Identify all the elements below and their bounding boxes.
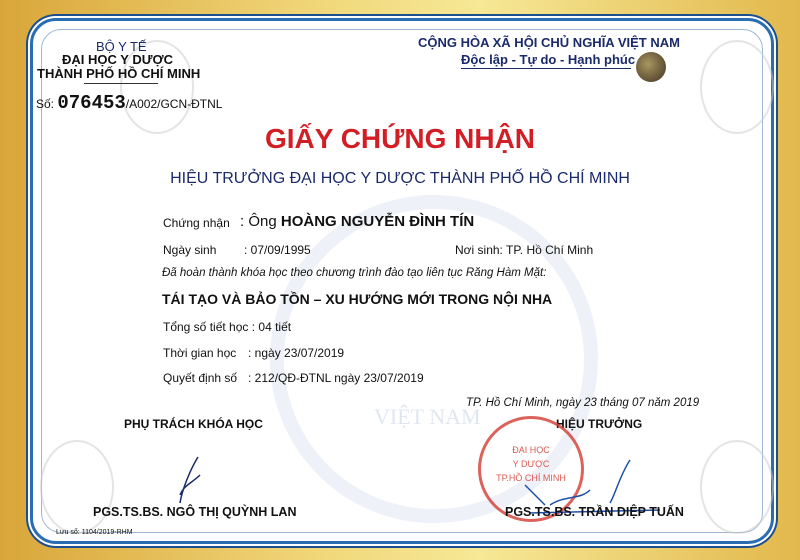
university-line2: THÀNH PHỐ HỒ CHÍ MINH — [37, 66, 201, 81]
registry-number: Lưu sổ: 1104/2019-RHM — [56, 529, 133, 536]
watermark-emblem: VIỆT NAM — [270, 195, 598, 523]
certificate-number — [36, 92, 222, 114]
left-signature — [170, 455, 210, 505]
left-signer-title: PHỤ TRÁCH KHÓA HỌC — [124, 417, 263, 431]
number-label: Số: — [36, 97, 55, 111]
motto-rule — [461, 68, 631, 69]
completion-text: Đã hoàn thành khóa học theo chương trình đào tạo liên tục Răng Hàm Mặt: — [162, 267, 547, 279]
time-value: : ngày 23/07/2019 — [248, 346, 345, 360]
dob-value: : 07/09/1995 — [244, 243, 311, 257]
ornament-top-right — [700, 40, 774, 134]
place-date: TP. Hồ Chí Minh, ngày 23 tháng 07 năm 2019 — [466, 397, 700, 409]
hours-row — [163, 320, 291, 334]
certify-label: Chứng nhận — [163, 216, 230, 230]
ministry: BỘ Y TẾ — [96, 39, 147, 54]
number-suffix: /A002/GCN-ĐTNL — [125, 97, 223, 111]
course-name: TÁI TẠO VÀ BẢO TỒN – XU HƯỚNG MỚI TRONG NỘI NHA — [162, 291, 553, 307]
dob-label: Ngày sinh — [163, 243, 217, 257]
ornament-bottom-left — [40, 440, 114, 534]
decision-label: Quyết định số — [163, 371, 238, 385]
right-signer-name: PGS.TS.BS. TRẦN DIỆP TUẤN — [505, 505, 684, 519]
time-label: Thời gian học — [163, 346, 237, 360]
right-signer-title: HIỆU TRƯỞNG — [556, 417, 643, 431]
certify-value — [240, 213, 474, 230]
place-of-birth: Nơi sinh: TP. Hồ Chí Minh — [455, 243, 594, 257]
number-value: 076453 — [57, 92, 126, 114]
certificate-subtitle: HIỆU TRƯỞNG ĐẠI HỌC Y DƯỢC THÀNH PHỐ HỒ CHÍ MINH — [170, 170, 630, 187]
left-signer-name: PGS.TS.BS. NGÔ THỊ QUỲNH LAN — [93, 505, 297, 519]
official-stamp: ĐẠI HỌC Y DƯỢC TP.HỒ CHÍ MINH — [478, 416, 584, 522]
country-name: CỘNG HÒA XÃ HỘI CHỦ NGHĨA VIỆT NAM — [418, 35, 680, 50]
header-left-rule — [84, 83, 158, 84]
university-line1: ĐẠI HỌC Y DƯỢC — [62, 52, 173, 67]
hours-label: Tổng số tiết học — [163, 320, 249, 334]
ornament-bottom-right — [700, 440, 774, 534]
certify-prefix: : Ông — [240, 213, 281, 230]
recipient-name: HOÀNG NGUYỄN ĐÌNH TÍN — [280, 213, 475, 230]
decision-value: : 212/QĐ-ĐTNL ngày 23/07/2019 — [248, 371, 424, 385]
certificate-title: GIẤY CHỨNG NHẬN — [264, 123, 536, 154]
motto: Độc lập - Tự do - Hạnh phúc — [461, 52, 636, 67]
hours-value: : 04 tiết — [251, 320, 292, 334]
seal-medal-icon — [636, 52, 666, 82]
